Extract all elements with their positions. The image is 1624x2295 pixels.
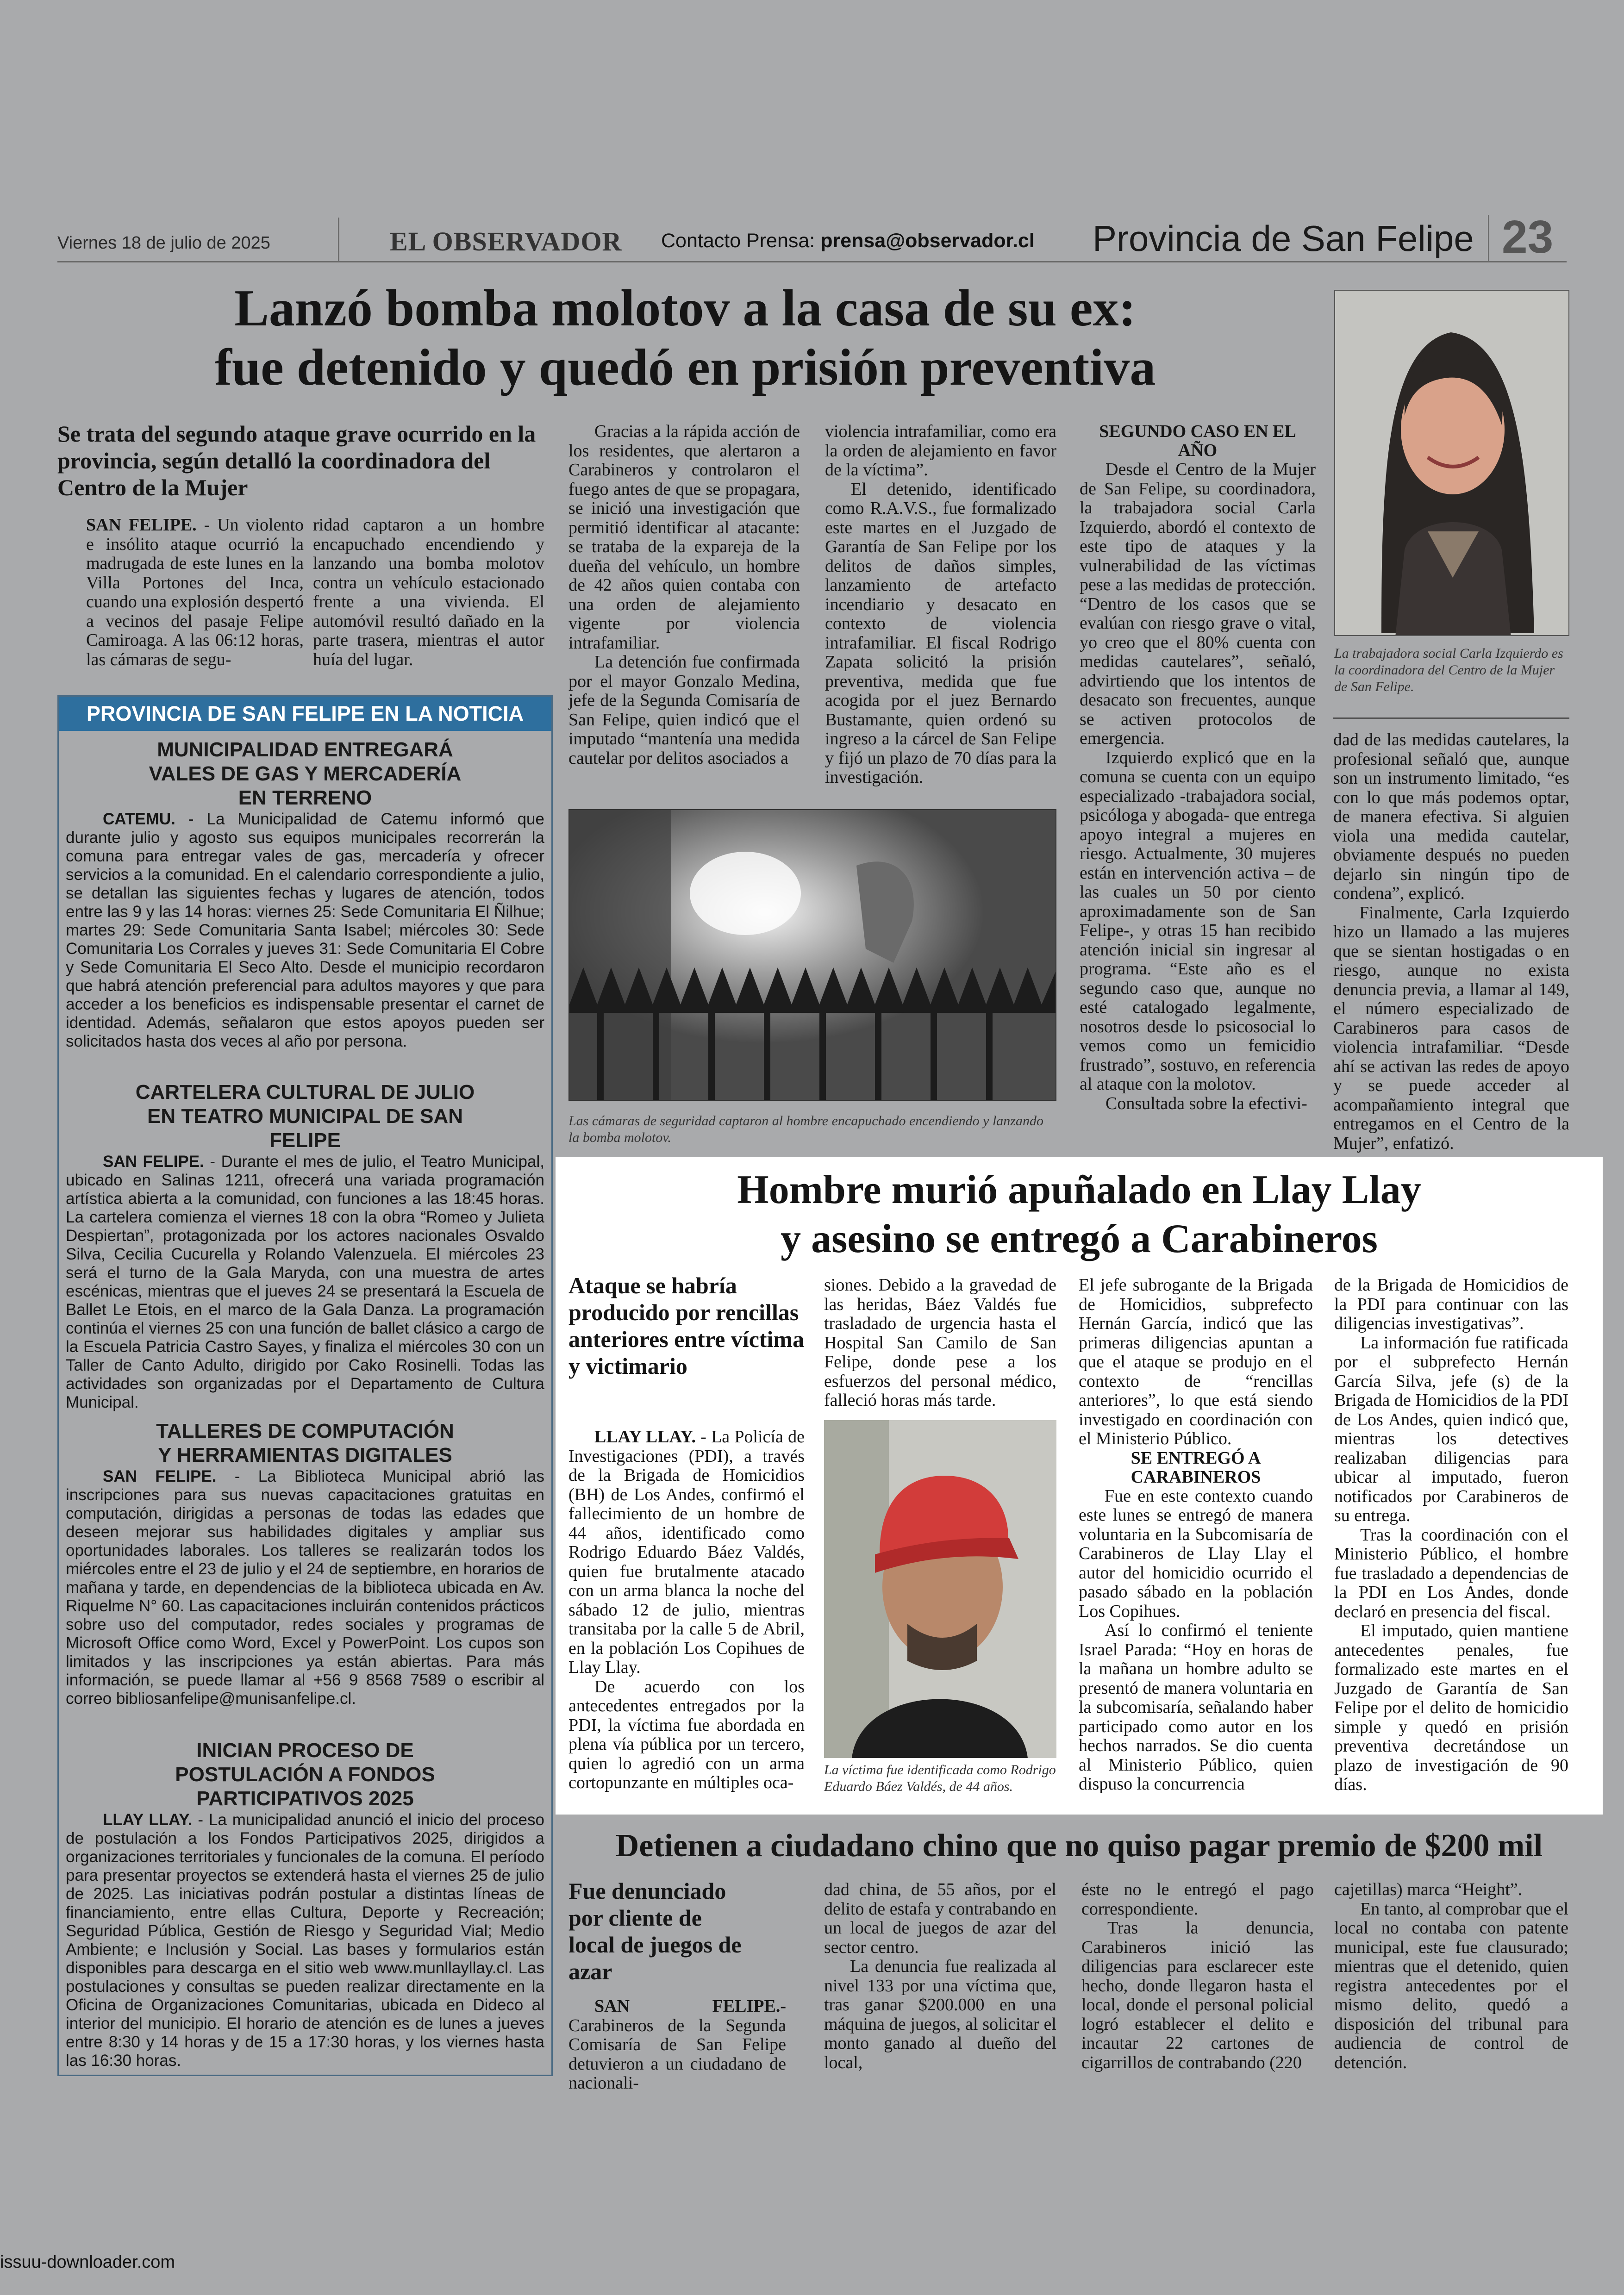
security-camera-image [569,810,1056,1101]
sidebar-item-body [60,1467,550,1708]
article1-col2-text: ridad captaron a un hombre encapuchado encendiendo y lanzando una bomba molotov contra un vehículo estacionado frente a una vivienda. El automóvil resultó dañado en la parte trasera, mientras el autor huía del lugar. [313,515,544,669]
article2-col4-p4: El imputado, quien mantiene antecedentes penales, fue formalizado este martes en el Juzgado de Garantía de San Felipe por el delito de homicidio simple y quedó en prisión preventiva decretándose un plazo de investigación de 90 días. [1334,1621,1568,1794]
sidebar-banner: PROVINCIA DE SAN FELIPE EN LA NOTICIA [59,697,551,731]
article2-col3-p2: Fue en este contexto cuando este lunes se entregó de manera voluntaria en la Subcomisaría de Carabineros de Llay Llay el autor del homicidio ocurrido el pasado sábado en la población Los Copihues. [1079,1486,1313,1621]
article1-col5-p2: Izquierdo explicó que en la comuna se cuenta con un equipo especializado -trabajadora social, psicóloga y abogada- que entrega apoyo integral a mujeres en riesgo. Actualmente, 30 mujeres están en intervención activa – de las cuales un 50 por ciento aproximadamente son de San Felipe-, y otras 15 han recibido atención inicial sin ingresar al programa. “Este año es el segundo caso que, aunque no esté catalogado legalmente, nosotros desde lo psicosocial lo vemos como un femicidio frustrado”, sostuvo, en referencia al ataque con la molotov. [1080,748,1316,1094]
article1-subhead: SEGUNDO CASO EN EL AÑO [1099,422,1296,460]
article1-col5-p1: Desde el Centro de la Mujer de San Felipe, su coordinadora, la trabajadora social Carla Izquierdo, abordó el contexto de este tipo de ataques y la vulnerabilidad de las víctimas pese a las medidas de protección. “Dentro de los casos que se evalúan con riesgo grave o vital, yo creo que el 80% cuenta con medidas cautelares”, señaló, advirtiendo que los intentos de desacato son frecuentes, aunque se activen protocolos de emergencia. [1080,460,1316,748]
sidebar-item-vales [60,738,550,1051]
sidebar-item-title: MUNICIPALIDAD ENTREGARÁ VALES DE GAS Y MERCADERÍA EN TERRENO [149,738,462,809]
sidebar-item-dateline: CATEMU. [103,810,175,828]
article2-column-4 [1334,1276,1568,1795]
sidebar-item-text: - La municipalidad anunció el inicio del proceso de postulación a los Fondos Participativos 2025, dirigidos a organizaciones territoriales y funcionales de la comuna. El período para presentar proyectos se extenderá hasta el viernes 25 de julio de 2025. Las iniciativas podrán postular a distintas líneas de financiamiento, entre ellas Cultura, Deporte y Recreación; Seguridad Pública, Gestión de Riesgo y Seguridad Vial; Medio Ambiente; e Inclusión y Social. Las bases y formularios están disponibles para descarga en el sitio web www.munllayllay.cl. Las postulaciones y consultas se pueden realizar directamente en la Oficina de Organizaciones Comunitarias, ubicada en Dideco al interior del municipio. El horario de atención es de lunes a jueves entre 8:30 y 14 horas y de 15 a 17:30 horas, y los viernes hasta las 16:30 horas. [66,1811,544,2070]
security-photo-caption: Las cámaras de seguridad captaron al hombre encapuchado encendiendo y lanzando la bomba molotov. [568,1113,1043,1145]
sidebar-item-text: - La Municipalidad de Catemu informó que durante julio y agosto sus equipos municipales recorrerán la comuna para entregar vales de gas, mercadería y ofrecer servicios a la comunidad. En el calendario correspondiente a julio, se detallan las siguientes fechas y lugares de atención, todos entre las 9 y las 14 horas: viernes 25: Sede Comunitaria El Ñilhue; martes 29: Sede Comunitaria Santa Isabel; miércoles 30: Sede Comunitaria Los Corrales y jueves 31: Sede Comunitaria El Cobre y Sede Comunitaria El Seco Alto. Desde el municipio recordaron que habrá atención preferencial para adultos mayores y que para acceder a los beneficios es indispensable presentar el carnet de identidad. Además, señalaron que estos apoyos pueden ser solicitados hasta dos veces al año por persona. [66,810,544,1050]
article3-col4-p2: En tanto, al comprobar que el local no contaba con patente municipal, este fue clausurado; mientras que el detenido, quien registra antecedentes por el mismo delito, quedó a disposición del tribunal para audiencia de control de detención. [1334,1899,1568,2072]
article3-dateline: SAN FELIPE. [594,1996,781,2016]
article3-column-3 [1081,1880,1314,2072]
sidebar-item-title: CARTELERA CULTURAL DE JULIO EN TEATRO MUNICIPAL DE SAN FELIPE [135,1081,475,1152]
portrait-caption: La trabajadora social Carla Izquierdo es la coordinadora del Centro de la Mujer de San Felipe. [1334,646,1563,694]
article3-headline: Detienen a ciudadano chino que no quiso pagar premio de $200 mil [615,1828,1543,1864]
article2-col2-text: siones. Debido a la gravedad de las heridas, Báez Valdés fue trasladado de urgencia hasta el Hospital San Camilo de San Felipe, donde pese a los esfuerzos del personal médico, falleció horas más tarde. [824,1275,1056,1410]
article1-column-6 [1333,730,1569,1153]
article1-column-4 [825,422,1056,787]
article1-col5-p3: Consultada sobre la efectivi- [1106,1093,1307,1113]
sidebar-item-title: INICIAN PROCESO DE POSTULACIÓN A FONDOS PARTICIPATIVOS 2025 [175,1739,435,1810]
article2-deck: Ataque se habría producido por rencillas anteriores entre víctima y victimario [568,1272,805,1379]
sidebar-item-cartelera [60,1080,550,1412]
article3-col1-text: - Carabineros de la Segunda Comisaría de San Felipe detuvieron a un ciudadano de nacionali- [568,1996,786,2093]
sidebar-item-dateline: SAN FELIPE. [103,1153,204,1171]
article2-col1-p1: - La Policía de Investigaciones (PDI), a través de la Brigada de Homicidios (BH) de Los Andes, confirmó el fallecimiento de un hombre de 44 años, identificado como Rodrigo Eduardo Báez Valdés, quien fue brutalmente atacado con un arma blanca la noche del sábado 12 de julio, mientras transitaba por la calle 5 de Abril, en la población Los Copihues de Llay Llay. [568,1427,805,1677]
man-portrait-image [824,1420,1056,1758]
article2-col4-p2: La información fue ratificada por el subprefecto Hernán García Silva, jefe (s) de la Brigada de Homicidios de la PDI de Los Andes, quien indicó que, mientras los detectives realizaban diligencias para ubicar al imputado, fueron notificados por Carabineros de su entrega. [1334,1333,1568,1525]
sidebar-item-text: - Durante el mes de julio, el Teatro Municipal, ubicado en Salinas 1211, ofrecerá una variada programación artística abierta a la comunidad, con funciones a las 18:45 horas. La cartelera comienza el viernes 18 con la obra “Romeo y Julieta Despiertan”, protagonizada por los actores nacionales Osvaldo Silva, Cecilia Cucurella y Rolando Valenzuela. El miércoles 23 será el turno de la Gala Maryda, con una muestra de artes escénicas, mientras que el jueves 24 se presentará la Escuela de Ballet Le Etois, en el marco de la Gala Danza. La programación continúa el viernes 25 con una función de ballet clásico a cargo de la Escuela Patricia Castro Sayes, y finaliza el miércoles 30 con un Taller de Canto Adulto, dirigido por Cako Rosinelli. Todas las actividades son organizadas por el Departamento de Cultura Municipal. [66,1153,544,1411]
article1-deck: Se trata del segundo ataque grave ocurrido en la provincia, según detalló la coordinadora del Centro de la Mujer [57,421,536,500]
sidebar-item-dateline: LLAY LLAY. [103,1811,193,1829]
sidebar-item-body [60,810,550,1051]
section-name: Provincia de San Felipe [1093,218,1474,259]
article2-dateline: LLAY LLAY. [594,1427,696,1447]
woman-portrait-image [1335,291,1569,636]
press-contact [661,230,1035,252]
security-camera-photo [568,809,1056,1101]
article3-col3-p2: Tras la denuncia, Carabineros inició las diligencias para esclarecer este hecho, donde llegaron hasta el local, donde el personal policial logró establecer el delito e incautar 22 cartones de cigarrillos de contrabando (220 [1081,1918,1314,2072]
article3-column-2 [824,1880,1056,2072]
article3-deck: Fue denunciado por cliente de local de juegos de azar [568,1878,742,1984]
sidebar-item-body [60,1811,550,2070]
article2-col1-p2: De acuerdo con los antecedentes entregados por la PDI, la víctima fue abordada en plena vía pública por un tercero, quien lo agredió con un arma cortopunzante en múltiples oca- [568,1677,805,1792]
article2-subhead: SE ENTREGÓ A CARABINEROS [1131,1448,1261,1487]
article1-column-3 [568,422,800,768]
issue-date: Viernes 18 de julio de 2025 [57,233,270,253]
newspaper-name: EL OBSERVADOR [390,226,622,256]
article2-col4-p3: Tras la coordinación con el Ministerio Público, el hombre fue trasladado a dependencias de la PDI en Los Andes, donde declaró en presencia del fiscal. [1334,1525,1568,1621]
article1-col3-p1: Gracias a la rápida acción de los residentes, que alertaron a Carabineros y controlaron el fuego antes de que se propagara, se inició una investigación que permitió identificar al atacante: se trataba de la expareja de la dueña del vehículo, un hombre de 42 años quien contaba con una orden de alejamiento vigente por violencia intrafamiliar. [568,422,800,653]
article2-column-1 [568,1428,805,1793]
sidebar-item-body [60,1153,550,1412]
article1-col6-p2: Finalmente, Carla Izquierdo hizo un llamado a las mujeres que se sientan hostigadas o en riesgo, aunque no exista denuncia previa, a llamar al 149, el número especializado de Carabineros para casos de violencia intrafamiliar. “Desde ahí se activan las redes de apoyo y se puede acceder al acompañamiento integral que entregamos en el Centro de la Mujer”, enfatizó. [1333,903,1569,1153]
article1-headline-line2: fue detenido y quedó en prisión preventiva [214,339,1156,396]
portrait-photo [1334,290,1569,636]
article3-col2-p2: La denuncia fue realizada al nivel 133 por una víctima que, tras ganar $200.000 en una máquina de juegos, al solicitar el monto ganado al dueño del local, [824,1957,1056,2072]
article3-col2-p1: dad china, de 55 años, por el delito de estafa y contrabando en un local de juegos de azar del sector centro. [824,1880,1056,1957]
sidebar-item-title: TALLERES DE COMPUTACIÓN Y HERRAMIENTAS DIGITALES [156,1420,454,1466]
article3-column-1 [568,1997,786,2093]
article1-headline [93,279,1278,397]
article1-column-2 [313,516,544,669]
article2-col3-p1: El jefe subrogante de la Brigada de Homicidios, subprefecto Hernán García, indicó que las primeras diligencias apuntan a que el ataque se produjo en el contexto de “rencillas anteriores”, lo que está siendo investigado en coordinación con el Ministerio Público. [1079,1275,1313,1448]
sidebar-item-dateline: SAN FELIPE. [103,1467,217,1485]
article2-col4-p1: de la Brigada de Homicidios de la PDI para continuar con las diligencias investigativas”. [1334,1275,1568,1333]
article1-dateline: SAN FELIPE. [86,515,197,535]
page-number: 23 [1502,211,1554,263]
sidebar-item-fondos [60,1739,550,2070]
contact-email[interactable]: prensa@observador.cl [820,230,1035,252]
victim-photo-caption: La víctima fue identificada como Rodrigo Eduardo Báez Valdés, de 44 años. [824,1762,1056,1794]
article1-headline-line1: Lanzó bomba molotov a la casa de su ex: [234,280,1136,337]
article2-column-2 [824,1276,1056,1410]
article1-col4-p1: violencia intrafamiliar, como era la orden de alejamiento en favor de la víctima”. [825,422,1056,480]
watermark-text: issuu-downloader.com [0,2252,175,2272]
article1-column-1 [86,516,304,669]
article1-col4-p2: El detenido, identificado como R.A.V.S., fue formalizado este martes en el Juzgado de Garantía de San Felipe por los delitos de daños simples, lanzamiento de artefacto incendiario y desacato en contexto de violencia intrafamiliar. El fiscal Rodrigo Zapata solicitó la prisión preventiva, medida que fue acogida por el juez Bernardo Bustamante, quien ordenó su ingreso a la cárcel de San Felipe y fijó un plazo de 70 días para la investigación. [825,479,1056,787]
article2-headline-line1: Hombre murió apuñalado en Llay Llay [737,1167,1421,1212]
article3-col3-p1: éste no le entregó el pago correspondiente. [1081,1880,1314,1919]
article1-col1-text: - Un violento e insólito ataque ocurrió la madrugada de este lunes en la Villa Portones del Inca, cuando una explosión despertó a vecinos del pasaje Felipe Camiroaga. A las 06:12 horas, las cámaras de segu- [86,515,304,669]
article3-col4-p1: cajetillas) marca “Height”. [1334,1880,1523,1899]
contact-label: Contacto Prensa: [661,230,815,252]
article3-column-4 [1334,1880,1568,2072]
article1-col3-p2: La detención fue confirmada por el mayor Gonzalo Medina, jefe de la Segunda Comisaría de San Felipe, quien indicó que el imputado “mantenía una medida cautelar por delitos asociados a [568,652,800,768]
sidebar-item-talleres [60,1419,550,1708]
sidebar-item-text: - La Biblioteca Municipal abrió las inscripciones para sus nuevas capacitaciones gratuitas en computación, dirigidas a personas de todas las edades que deseen mejorar sus habilidades digitales y ampliar sus oportunidades laborales. Los talleres se realizarán todos los miércoles entre el 23 de julio y el 24 de septiembre, en horarios de mañana y tarde, en dependencias de la biblioteca ubicada en Av. Riquelme N° 60. Las capacitaciones incluirán contenidos prácticos sobre uso del computador, redes sociales y programas de Microsoft Office como Word, Excel y PowerPoint. Los cupos son limitados y las inscripciones ya están abiertas. Para más información, se puede llamar al +56 9 8568 7589 o escribir al correo bibliosanfelipe@munisanfelipe.cl. [66,1467,544,1708]
article2-column-3 [1079,1276,1313,1794]
article1-column-5 [1080,422,1316,1113]
article1-col6-p1: dad de las medidas cautelares, la profesional señaló que, aunque son un instrumento limitado, “es con lo que más podemos optar, de manera efectiva. Si alguien viola una medida cautelar, obviamente después no pueden dejarlo sin ningún tipo de condena”, explicó. [1333,730,1569,903]
article2-col3-p3: Así lo confirmó el teniente Israel Parada: “Hoy en horas de la mañana un hombre adulto se presentó de manera voluntaria en la subcomisaría, señalando haber participado como autor en los hechos narrados. Se dio cuenta al Ministerio Público, quien dispuso la concurrencia [1079,1621,1313,1794]
article2-headline-line2: y asesino se entregó a Carabineros [781,1216,1378,1261]
article2-headline [556,1166,1603,1264]
victim-photo [824,1420,1056,1758]
